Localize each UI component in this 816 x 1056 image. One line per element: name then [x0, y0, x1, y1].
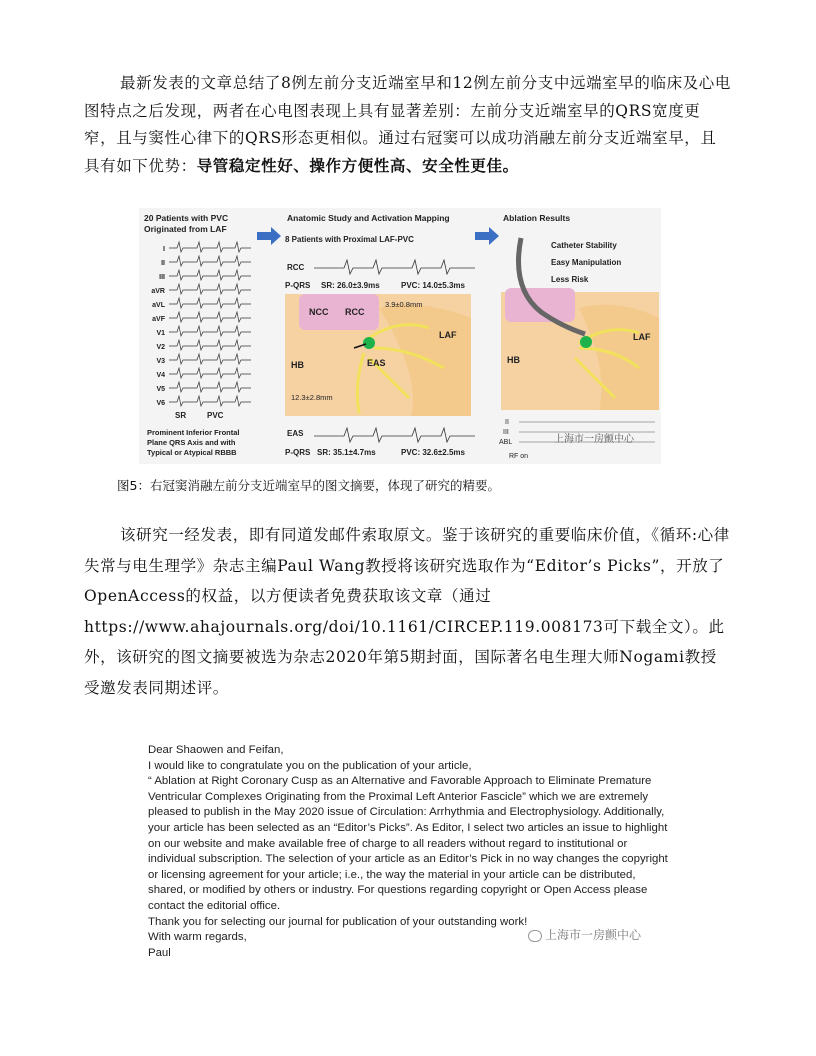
lead-label: V3: [156, 358, 165, 365]
letter-line: Paul: [148, 946, 171, 959]
lead-label: aVR: [151, 288, 165, 295]
graphical-abstract-figure: [139, 208, 661, 464]
anat-dist2: 12.3±2.8mm: [291, 393, 333, 402]
letter-line: individual subscription. The selection of your article as an Editor’s Pick in no way changes the copyright: [148, 853, 668, 866]
abl-lead-iii: III: [503, 429, 509, 436]
letter-line: Dear Shaowen and Feifan,: [148, 744, 284, 756]
pqrs-label-2: P-QRS: [285, 448, 311, 457]
abl-hb: HB: [507, 355, 520, 365]
ablation-cusp: [505, 288, 575, 322]
eas-sr-value: SR: 35.1±4.7ms: [317, 448, 376, 457]
panel1-title-1: 20 Patients with PVC: [144, 213, 229, 223]
panel2-subtitle: 8 Patients with Proximal LAF-PVC: [285, 235, 414, 244]
letter-line: Ventricular Complexes Originating from the Proximal Left Anterior Fascicle” which we are extremely: [148, 790, 649, 803]
panel1-footer-1: Prominent Inferior Frontal: [147, 428, 240, 437]
rf-on-label: RF on: [509, 453, 529, 460]
anat-eas: EAS: [367, 358, 386, 368]
letter-line: pleased to publish in the May 2020 issue of Circulation: Arrhythmia and Electrophysiology. Additionally,: [148, 806, 665, 819]
eas-label: EAS: [287, 429, 304, 438]
lead-label: V4: [156, 372, 165, 379]
figure-caption: 图5：右冠窦消融左前分支近端室早的图文摘要，体现了研究的精要。: [117, 478, 500, 493]
lead-label: II: [161, 260, 165, 267]
ablation-site: [580, 336, 592, 348]
letter-line: With warm regards,: [148, 931, 247, 944]
lead-label: III: [159, 274, 165, 281]
letter-line: on our website and make available free of charge to all readers without regard to institutional or: [148, 837, 628, 850]
sr-label: SR: [175, 411, 187, 420]
letter-line: I would like to congratulate you on the publication of your article,: [148, 759, 472, 772]
abl-label: ABL: [499, 439, 513, 446]
lead-label: V2: [156, 344, 165, 351]
rcc-pvc-value: PVC: 14.0±5.3ms: [401, 281, 465, 290]
body-paragraph: 该研究一经发表，即有同道发邮件索取原文。鉴于该研究的重要临床价值，《循环:心律失常与电生理学》杂志主编Paul Wang教授将该研究选取作为“Editor’s Picks”，开放了OpenAccess的权益，以方便读者免费获取该文章（通过https://www.ahajournals.org/doi/10.1161/CIRCEP.119.008173可下载全文）。此外，该研究的图文摘要被选为杂志2020年第5期封面，国际著名电生理大师Nogami教授受邀发表同期述评。: [84, 526, 730, 697]
anat-rcc: RCC: [345, 307, 365, 317]
lead-label: aVL: [152, 302, 165, 309]
panel1-footer-2: Plane QRS Axis and with: [147, 438, 236, 447]
letter-watermark: [528, 926, 641, 943]
panel3-title: Ablation Results: [503, 213, 571, 223]
rcc-label: RCC: [287, 263, 305, 272]
abl-laf: LAF: [633, 332, 651, 342]
letter-line: contact the editorial office.: [148, 899, 281, 912]
letter-watermark-text: 上海市一房颤中心: [545, 928, 642, 942]
eas-site: [363, 337, 375, 349]
letter-line: shared, or modified by others or industry. For questions regarding copyright or Open Access please: [148, 884, 648, 897]
intro-text: 最新发表的文章总结了8例左前分支近端室早和12例左前分支中远端室早的临床及心电图特点之后发现，两者在心电图表现上具有显著差别：左前分支近端室早的QRS宽度更窄，且与窦性心律下的QRS形态更相似。通过右冠窦可以成功消融左前分支近端室早，且具有如下优势：: [84, 74, 731, 175]
anat-ncc: NCC: [309, 307, 329, 317]
panel1-footer-3: Typical or Atypical RBBB: [147, 448, 237, 457]
wechat-icon: [528, 930, 542, 942]
panel2-title: Anatomic Study and Activation Mapping: [287, 213, 450, 223]
pqrs-label: P-QRS: [285, 281, 311, 290]
letter-line: Thank you for selecting our journal for publication of your outstanding work!: [148, 915, 528, 928]
abl-lead-ii: II: [505, 419, 509, 426]
lead-label: V5: [156, 386, 165, 393]
rcc-sr-value: SR: 26.0±3.9ms: [321, 281, 380, 290]
anat-dist1: 3.9±0.8mm: [385, 300, 423, 309]
letter-line: your article has been selected as an “Editor’s Picks”. As Editor, I select two articles an issue to highlight: [148, 821, 668, 834]
figure-watermark: 上海市一房颤中心: [554, 434, 634, 445]
intro-bold-text: 导管稳定性好、操作方便性高、安全性更佳。: [196, 156, 519, 175]
manipulation-text: Easy Manipulation: [551, 258, 622, 267]
lead-label: V6: [156, 400, 165, 407]
lead-label: aVF: [152, 316, 165, 323]
eas-pvc-value: PVC: 32.6±2.5ms: [401, 448, 465, 457]
risk-text: Less Risk: [551, 275, 589, 284]
stability-text: Catheter Stability: [551, 241, 617, 250]
letter-line: or licensing agreement for your article; i.e., the way the material in your article can be distributed,: [148, 868, 636, 881]
intro-paragraph: [84, 70, 732, 180]
panel1-title-2: Originated from LAF: [144, 224, 227, 234]
letter-line: “ Ablation at Right Coronary Cusp as an Alternative and Favorable Approach to Eliminate Premature: [148, 775, 652, 788]
pvc-label: PVC: [207, 411, 224, 420]
anat-laf: LAF: [439, 330, 457, 340]
lead-label: I: [163, 246, 165, 253]
anat-hb: HB: [291, 360, 304, 370]
lead-label: V1: [156, 330, 165, 337]
